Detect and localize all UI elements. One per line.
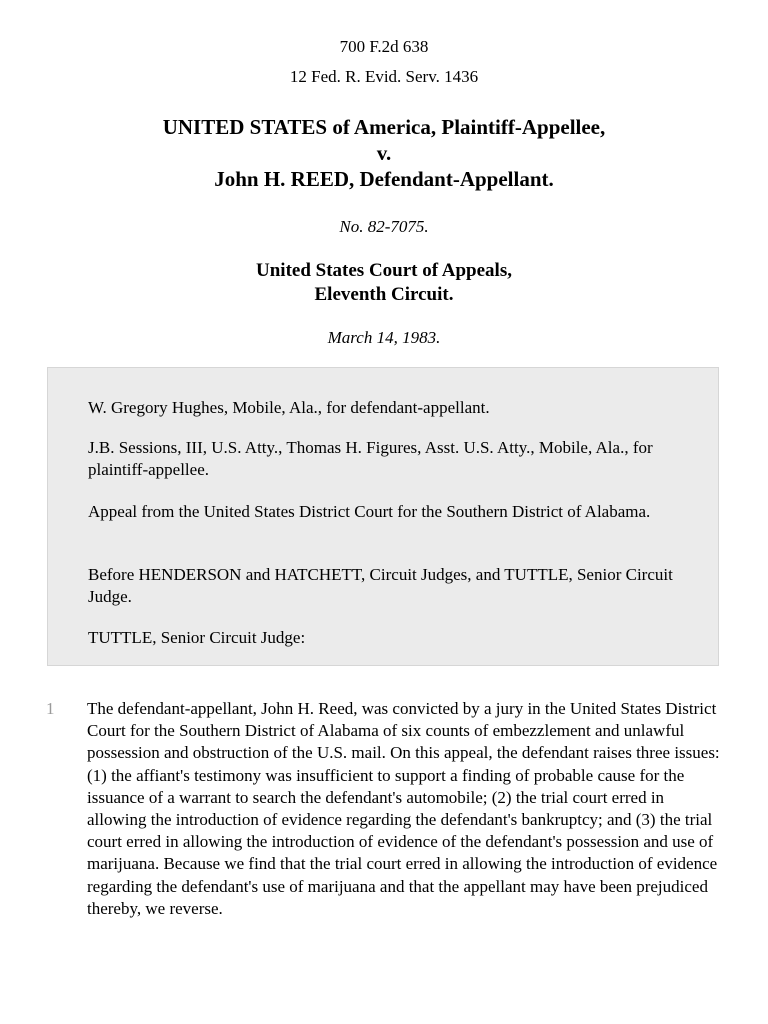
decision-date: March 14, 1983.	[327, 328, 441, 347]
court-name	[0, 259, 768, 307]
court-name-line2: Eleventh Circuit.	[314, 284, 454, 305]
appeal-from: Appeal from the United States District Court for the Southern District of Alabama.	[88, 502, 651, 521]
paragraph-number-1[interactable]: 1	[46, 699, 55, 718]
reporter-citation: 700 F.2d 638	[339, 37, 429, 56]
judicial-panel: Before HENDERSON and HATCHETT, Circuit Judges, and TUTTLE, Senior Circuit Judge.	[88, 565, 673, 606]
preamble-box	[47, 367, 719, 666]
evidence-citation: 12 Fed. R. Evid. Serv. 1436	[289, 67, 479, 86]
caption-defendant: John H. REED, Defendant-Appellant.	[214, 167, 554, 191]
docket-number: No. 82-7075.	[339, 217, 429, 236]
counsel-defendant: W. Gregory Hughes, Mobile, Ala., for defendant-appellant.	[88, 398, 490, 417]
opinion-author: TUTTLE, Senior Circuit Judge:	[88, 628, 306, 647]
case-caption	[0, 114, 768, 192]
opinion-paragraph-1: The defendant-appellant, John H. Reed, was convicted by a jury in the United States District Court for the Southern District of Alabama of six counts of embezzlement and unlawful possession and obstruction of the U.S. mail. On this appeal, the defendant raises three issues: (1) the affiant's testimony was insufficient to support a finding of probable cause for the issuance of a warrant to search the defendant's automobile; (2) the trial court erred in allowing the introduction of evidence regarding the defendant's bankruptcy; and (3) the trial court erred in allowing the introduction of evidence of the defendant's possession and use of marijuana. Because we find that the trial court erred in allowing the introduction of evidence regarding the defendant's use of marijuana and that the appellant may have been prejudiced thereby, we reverse.	[87, 699, 720, 918]
caption-versus: v.	[376, 141, 392, 165]
counsel-plaintiff: J.B. Sessions, III, U.S. Atty., Thomas H. Figures, Asst. U.S. Atty., Mobile, Ala., for plaintiff-appellee.	[88, 438, 653, 479]
caption-plaintiff: UNITED STATES of America, Plaintiff-Appellee,	[162, 115, 606, 139]
court-name-line1: United States Court of Appeals,	[256, 260, 512, 281]
